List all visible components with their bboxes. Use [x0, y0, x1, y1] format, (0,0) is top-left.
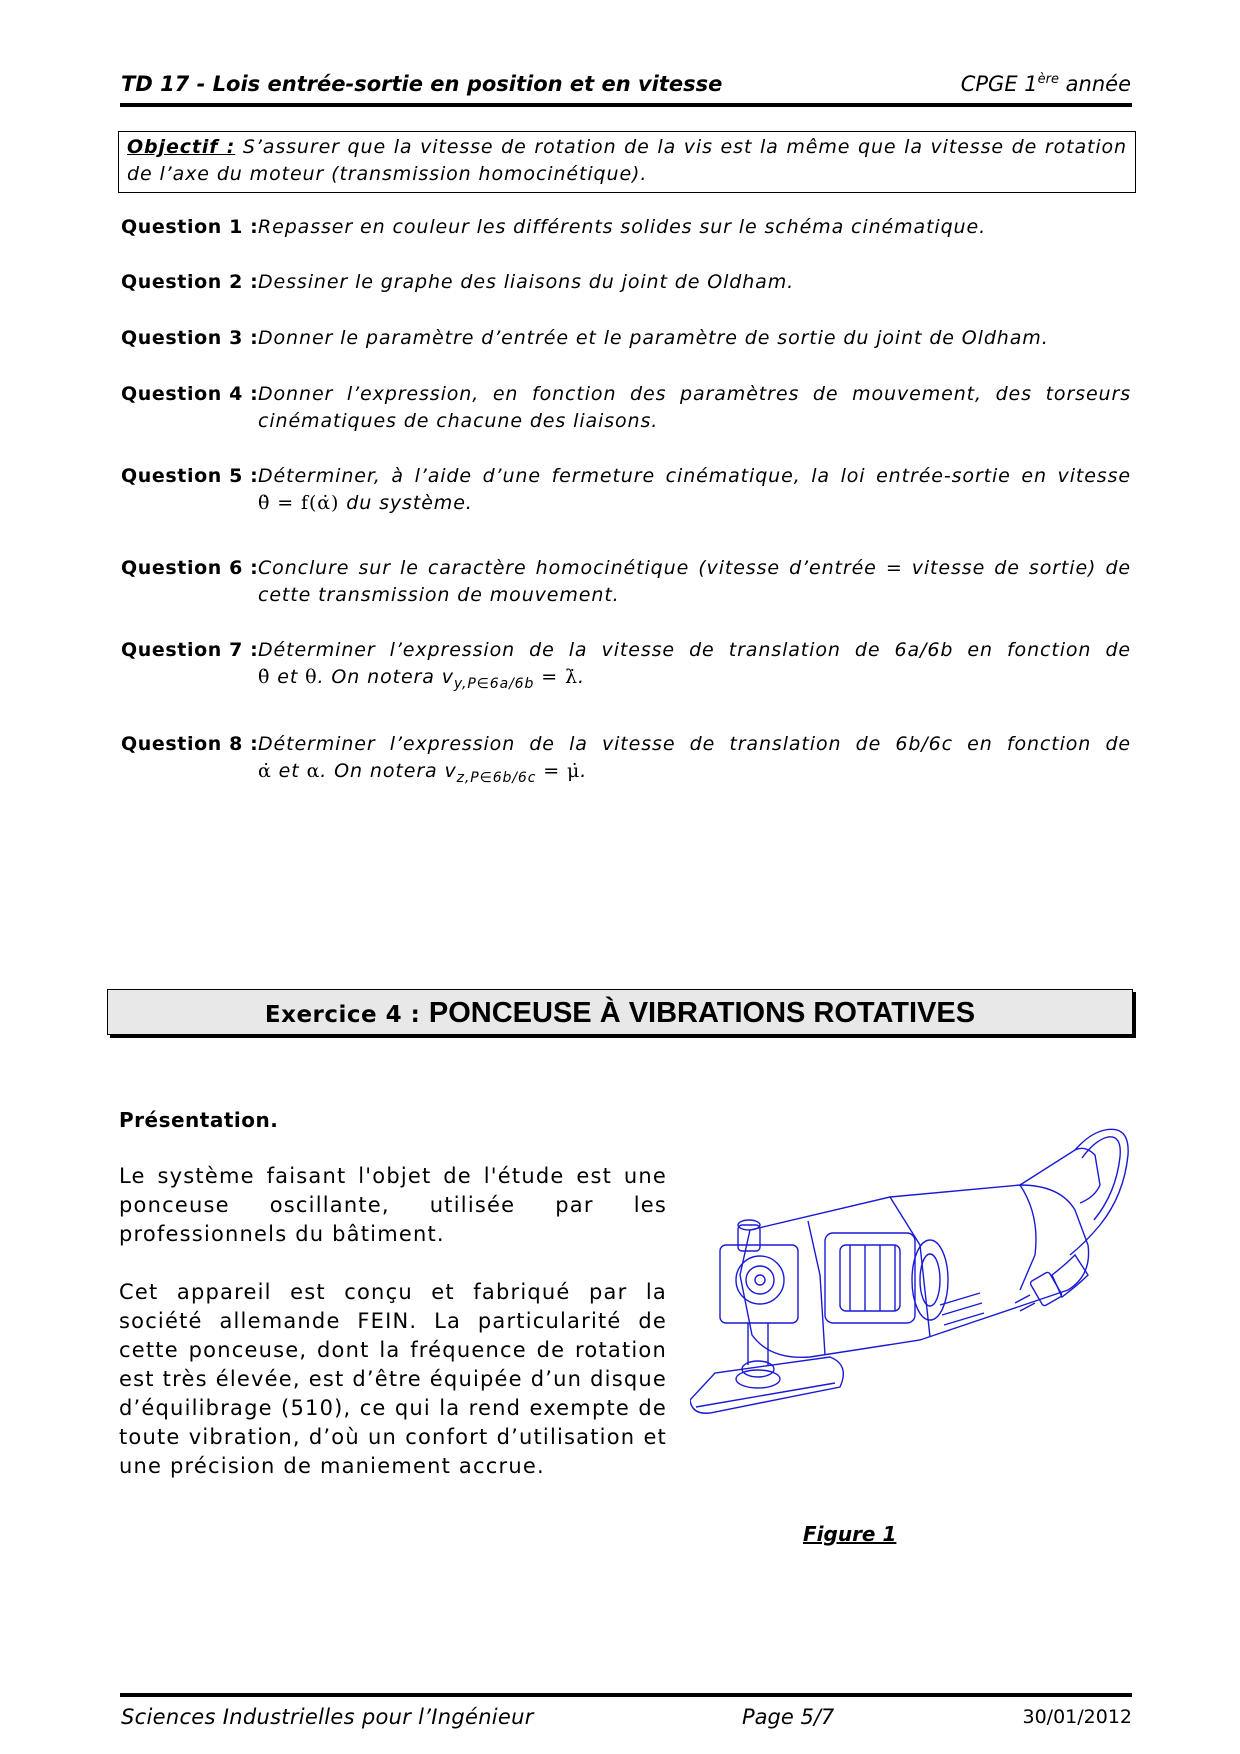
page-number: Page 5/7 — [742, 1705, 835, 1729]
question-label: Question 6 : — [121, 557, 259, 579]
document-title: TD 17 - Lois entrée-sortie en position et en vitesse — [121, 72, 723, 96]
presentation-paragraph-1: Le système faisant l'objet de l'étude est une ponceuse oscillante, utilisée par les professionnels du bâtiment. — [119, 1164, 667, 1246]
question-text: Donner le paramètre d’entrée et le paramètre de sortie du joint de Oldham. — [258, 327, 1049, 349]
question-7 — [121, 637, 1131, 698]
question-label: Question 1 : — [121, 216, 259, 238]
header-rule — [120, 103, 1132, 107]
objective-label: Objectif : — [127, 136, 236, 158]
question-text: Déterminer l’expression de la vitesse de translation de 6a/6b en fonction de — [258, 639, 1131, 661]
formula: θ̇ = f(α̇) — [258, 492, 340, 514]
objective-box — [118, 131, 1136, 193]
question-text: Repasser en couleur les différents solides sur le schéma cinématique. — [258, 216, 987, 238]
question-label: Question 5 : — [121, 465, 259, 487]
question-text: Déterminer, à l’aide d’une fermeture cinématique, la loi entrée-sortie en vitesse — [258, 465, 1131, 487]
objective-text: S’assurer que la vitesse de rotation de la vis est la même que la vitesse de rotation de l’axe du moteur (transmission homocinétique). — [127, 136, 1127, 185]
question-label: Question 4 : — [121, 383, 259, 405]
question-label: Question 8 : — [121, 733, 259, 755]
footer-rule — [120, 1693, 1132, 1697]
presentation-title: Présentation. — [119, 1108, 279, 1132]
question-2 — [121, 269, 1131, 296]
question-1 — [121, 214, 1131, 241]
question-6 — [121, 555, 1131, 609]
question-5: Question 5 : Déterminer, à l’aide d’une fermeture cinématique, la loi entrée-sortie en vitesse θ̇ = f(α̇) du système. — [121, 465, 1131, 514]
footer-date: 30/01/2012 — [1022, 1706, 1132, 1728]
question-text: Dessiner le graphe des liaisons du joint de Oldham. — [258, 271, 795, 293]
sander-figure — [690, 1125, 1130, 1430]
formula-line: θ̇ et θ. On notera $v_{y,P\in 6a/6b}$ = λ̇. — [258, 666, 585, 692]
question-text: Conclure sur le caractère homocinétique (vitesse d’entrée = vitesse de sortie) de cette transmission de mouvement. — [258, 557, 1131, 606]
class-level: CPGE 1ère année — [960, 72, 1131, 96]
footer-subject: Sciences Industrielles pour l’Ingénieur — [121, 1705, 534, 1729]
question-label: Question 3 : — [121, 327, 259, 349]
question-text: Donner l’expression, en fonction des paramètres de mouvement, des torseurs cinématiques de chacune des liaisons. — [258, 383, 1131, 432]
question-8 — [121, 731, 1131, 792]
presentation-paragraph-2: Cet appareil est conçu et fabriqué par la société allemande FEIN. La particularité de cette ponceuse, dont la fréquence de rotation est très élevée, est d’être équipée d’un disque d’équilibrage (510), ce qui la rend exempte de toute vibration, d’où un confort d’utilisation et une précision de maniement accrue. — [119, 1280, 667, 1478]
question-label: Question 7 : — [121, 639, 259, 661]
question-3 — [121, 325, 1131, 352]
exercise-banner — [107, 989, 1133, 1035]
exercise-title: PONCEUSE À VIBRATIONS ROTATIVES — [428, 997, 976, 1029]
question-label: Question 2 : — [121, 271, 259, 293]
exercise-label: Exercice 4 : — [264, 1002, 429, 1028]
question-4 — [121, 381, 1131, 435]
question-text: Déterminer l’expression de la vitesse de translation de 6b/6c en fonction de — [258, 733, 1131, 755]
formula-line: α̇ et α. On notera $v_{z,P\in 6b/6c}$ = μ̇. — [258, 760, 588, 786]
figure-caption: Figure 1 — [803, 1522, 897, 1546]
